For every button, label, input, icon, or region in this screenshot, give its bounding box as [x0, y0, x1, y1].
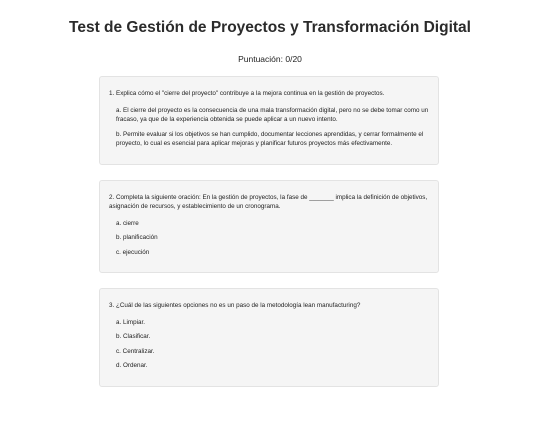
- question-card-3: [99, 288, 439, 387]
- answer-option[interactable]: a. cierre: [116, 219, 139, 227]
- answer-option[interactable]: a. El cierre del proyecto es la consecuencia de una mala transformación digital, pero no se debe tomar como un fracaso, ya que de la experiencia obtenida se puede aplicar a un nuevo intento.: [116, 106, 429, 123]
- answer-option[interactable]: c. Centralizar.: [116, 347, 155, 355]
- score-display: Puntuación: 0/20: [238, 54, 302, 64]
- answer-option[interactable]: a. Limpiar.: [116, 318, 146, 326]
- answer-option[interactable]: b. Permite evaluar si los objetivos se han cumplido, documentar lecciones aprendidas, y cerrar formalmente el proyecto, lo cual es esencial para aplicar mejoras y planificar futuros proyectos más efectivamente.: [116, 130, 424, 147]
- answer-option[interactable]: d. Ordenar.: [116, 362, 148, 369]
- question-text: 2. Completa la siguiente oración: En la gestión de proyectos, la fase de _______ implica la definición de objetivos, asignación de recursos, y establecimiento de un cronograma.: [109, 193, 428, 210]
- question-card-2: [99, 180, 439, 274]
- answer-option[interactable]: c. ejecución: [116, 248, 150, 256]
- answer-option[interactable]: b. planificación: [116, 234, 158, 241]
- question-text: 1. Explica cómo el "cierre del proyecto" contribuye a la mejora continua en la gestión de proyectos.: [109, 90, 385, 97]
- question-text: 3. ¿Cuál de las siguientes opciones no es un paso de la metodología lean manufacturing?: [109, 302, 361, 309]
- quiz-page: [0, 17, 540, 387]
- page-title: Test de Gestión de Proyectos y Transformación Digital: [69, 19, 471, 36]
- answer-option[interactable]: b. Clasificar.: [116, 333, 151, 340]
- question-card-1: [99, 76, 439, 165]
